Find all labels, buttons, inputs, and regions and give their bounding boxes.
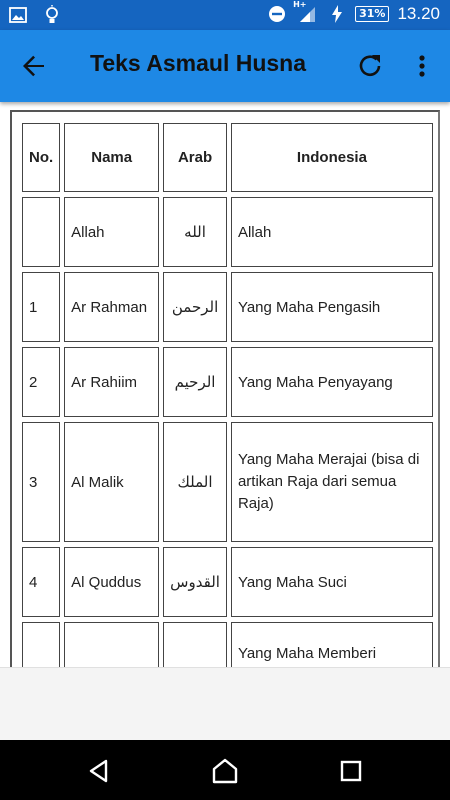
cell-arab: القدوس: [163, 547, 227, 617]
table-frame: [10, 110, 440, 710]
header-nama: Nama: [64, 123, 159, 192]
cell-nama: Allah: [64, 197, 159, 267]
clock: 13.20: [397, 4, 440, 23]
cell-nama: Ar Rahiim: [64, 347, 159, 417]
cell-arab: الرحمن: [163, 272, 227, 342]
table-row: [22, 272, 433, 342]
content-area[interactable]: [0, 102, 450, 667]
cell-nama: Ar Rahman: [64, 272, 159, 342]
cell-indonesia: Allah: [231, 197, 433, 267]
cell-nama: Al Quddus: [64, 547, 159, 617]
cell-no: 2: [22, 347, 60, 417]
cell-indonesia: Yang Maha Pengasih: [231, 272, 433, 342]
battery-level: 31%: [355, 6, 389, 22]
charging-icon: [327, 4, 347, 24]
header-arab: Arab: [163, 123, 227, 192]
asmaul-husna-table: [18, 118, 437, 697]
back-triangle-icon[interactable]: [84, 756, 114, 786]
bottom-banner-area: [0, 667, 450, 740]
home-circle-icon[interactable]: [210, 756, 240, 786]
header-no: No.: [22, 123, 60, 192]
cell-indonesia: Yang Maha Merajai (bisa di artikan Raja dari semua Raja): [231, 422, 433, 542]
system-nav-bar: [0, 740, 450, 800]
header-indonesia: Indonesia: [231, 123, 433, 192]
table-row: [22, 197, 433, 267]
refresh-icon[interactable]: [356, 52, 384, 80]
cell-arab: الملك: [163, 422, 227, 542]
bulb-icon: [42, 5, 62, 25]
recents-square-icon[interactable]: [336, 756, 366, 786]
more-vert-icon[interactable]: [410, 52, 434, 80]
table-row: [22, 347, 433, 417]
table-header-row: [22, 123, 433, 192]
page-title: Teks Asmaul Husna: [90, 50, 307, 76]
table-row: [22, 422, 433, 542]
cell-no: 4: [22, 547, 60, 617]
table-row: [22, 547, 433, 617]
image-icon: [8, 5, 28, 25]
cell-no: [22, 197, 60, 267]
cell-indonesia: Yang Maha Penyayang: [231, 347, 433, 417]
cell-arab: الرحيم: [163, 347, 227, 417]
cell-indonesia: Yang Maha Memberi: [231, 622, 433, 692]
cell-no: 3: [22, 422, 60, 542]
cell-nama: Al Malik: [64, 422, 159, 542]
app-bar: [0, 30, 450, 102]
back-arrow-icon[interactable]: [20, 52, 48, 80]
cell-indonesia: Yang Maha Suci: [231, 547, 433, 617]
dnd-icon: [267, 4, 287, 24]
network-type: H+: [293, 0, 307, 9]
cell-arab: الله: [163, 197, 227, 267]
cell-no: 1: [22, 272, 60, 342]
status-bar: [0, 0, 450, 30]
signal-icon: [293, 0, 319, 24]
